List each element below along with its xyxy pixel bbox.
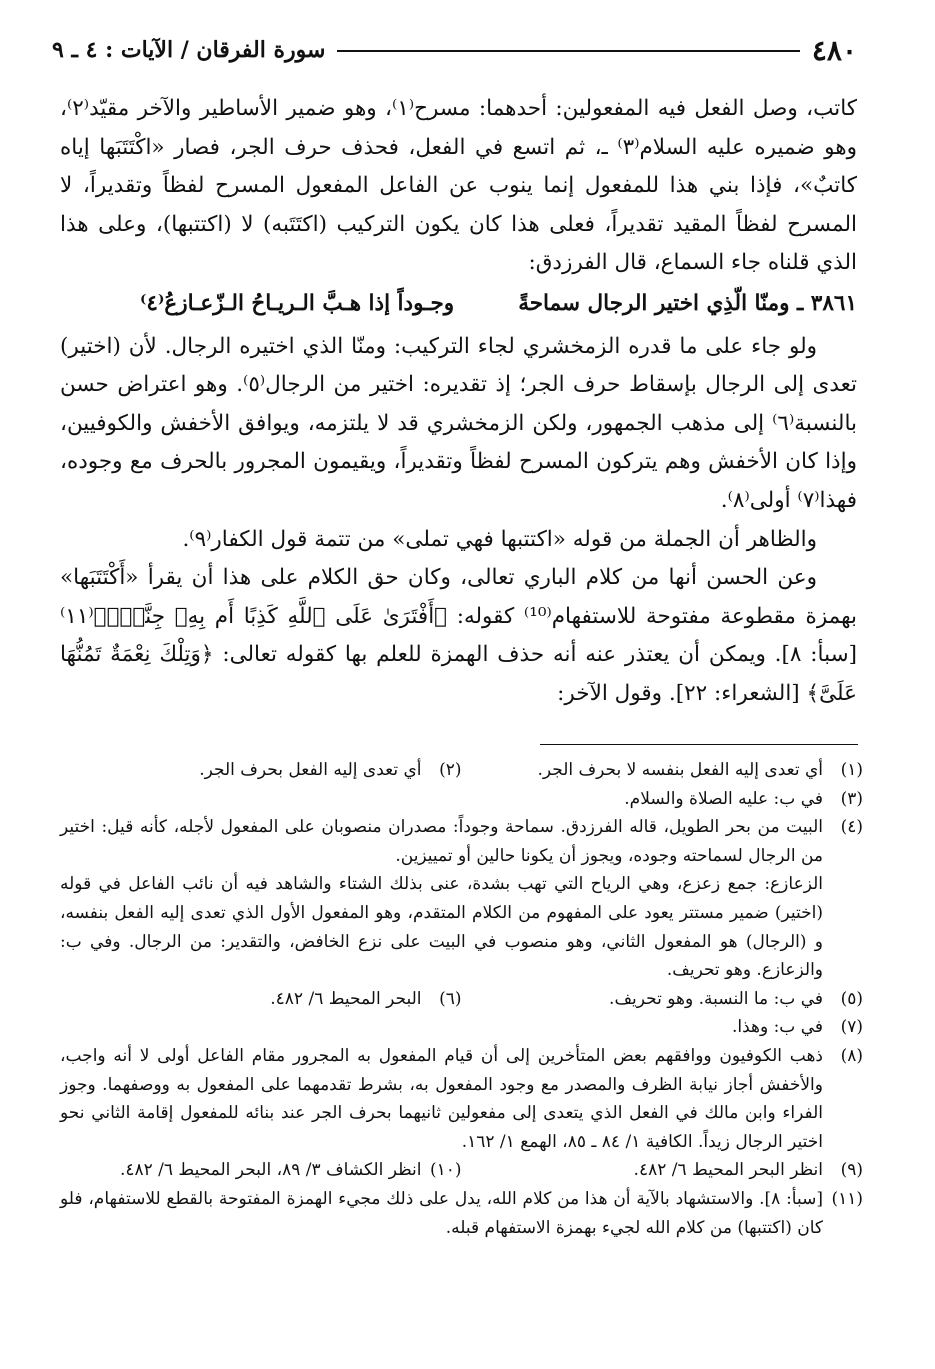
footnote-7 bbox=[60, 1013, 863, 1042]
paragraph-3: والظاهر أن الجملة من قوله «اكتتبها فهي تملى» من تتمة قول الكفار⁽٩⁾. bbox=[182, 526, 817, 552]
footnote-number: (٦) bbox=[439, 988, 462, 1009]
footnote-number: (٥) bbox=[840, 988, 863, 1009]
poem-first-half: ومنّا الّذِي اختير الرجال سماحةً bbox=[518, 290, 790, 316]
running-title: سورة الفرقان / الآيات : ٤ ـ ٩ bbox=[52, 37, 326, 63]
footnote-number: (١٠) bbox=[429, 1160, 462, 1181]
footnote-text: أي تعدى إليه الفعل بنفسه لا بحرف الجر. bbox=[537, 760, 823, 780]
footnote-number: (٨) bbox=[840, 1045, 863, 1066]
footnote-number: (١١) bbox=[831, 1188, 863, 1209]
footnote-number: (٧) bbox=[840, 1017, 863, 1038]
footnote-11 bbox=[60, 1185, 863, 1242]
paragraph-4: وعن الحسن أنها من كلام الباري تعالى، وكان حق الكلام على هذا أن يقرأ «أَكْتَتَبَها» بهمزة مقطوعة مفتوحة للاستفهام⁽¹⁰⁾ كقوله: ﴿أَفْتَرَىٰ عَلَى ٱللَّهِ كَذِبًا أَم بِهِۦ جِنَّةٌۢ﴾⁽١١⁾ [سبأ: ٨]. ويمكن أن يعتذر عنه أنه حذف الهمزة للعلم بها كقوله تعالى: ﴿وَتِلْكَ نِعْمَةٌ تَمُنُّهَا عَلَىَّ﴾ [الشعراء: ٢٢]. وقول الآخر: bbox=[60, 565, 858, 706]
paragraph-2: ولو جاء على ما قدره الزمخشري لجاء التركيب: ومنّا الذي اختيره الرجال. لأن (اختير) تعدى إلى الرجال بإسقاط حرف الجر؛ إذ تقديره: اختير من الرجال⁽٥⁾. وهو اعتراض حسن بالنسبة⁽٦⁾ إلى مذهب الجمهور، ولكن الزمخشري قد لا يلتزمه، ويوافق الأخفش والكوفيين، وإذا كان الأخفش وهم يتركون المسرح لفظاً وتقديراً، ويقيمون المجرور بالحرف مع وجوده، فهذا⁽٧⁾ أولى⁽٨⁾. bbox=[60, 333, 858, 513]
poem-verse bbox=[60, 285, 857, 324]
footnote-text: انظر البحر المحيط ٦/ ٤٨٢. bbox=[633, 1160, 823, 1181]
page-header bbox=[52, 30, 857, 70]
footnote-4-continued: الزعازع: جمع زعزع، وهي الرياح التي تهب بشدة، عنى بذلك الشتاء والشاهد فيه أن نائب الفاعل في قوله (اختير) ضمير مستتر يعود على المفهوم من الكلام المتقدم، وهو المفعول الأول الذي تعدى إليه الفعل بنفسه، و (الرجال) هو المفعول الثاني، وهو منصوب في البيت على نزع الخافض، والتقدير: من الرجال. وفي ب: والزعازع. وهو تحريف. bbox=[60, 874, 823, 981]
footnote-3 bbox=[60, 785, 863, 814]
footnote-number: (٤) bbox=[840, 817, 863, 838]
main-text bbox=[60, 90, 857, 714]
footnote-text: في ب: عليه الصلاة والسلام. bbox=[624, 788, 823, 809]
footnote-text: البيت من بحر الطويل، قاله الفرزدق. سماحة وجوداً: مصدران منصوبان على المفعول لأجله، كأنه قيل: اختير من الرجال لسماحته وجوده، ويجوز أن يكونا حالين أو تمييزين. bbox=[60, 817, 823, 866]
footnote-number: (٣) bbox=[840, 788, 863, 809]
footnote-6 bbox=[60, 985, 462, 1014]
footnote-row-9-10 bbox=[60, 1156, 863, 1185]
footnote-number: (١) bbox=[840, 760, 863, 780]
paragraph-1: كاتب، وصل الفعل فيه المفعولين: أحدهما: مسرح⁽١⁾، وهو ضمير الأساطير والآخر مقيّد⁽٢⁾، وهو ضميره عليه السلام⁽٣⁾ ـ، ثم اتسع في الفعل، فحذف حرف الجر، فصار «اكْتَتَبَها إياه كاتبٌ»، فإذا بني هذا للمفعول إنما ينوب عن الفاعل المفعول المسرح لفظاً وتقديراً، لا المسرح لفظاً المقيد تقديراً، فعلى هذا كان يكون التركيب (اكتَتَبه) لا (اكتتبها)، وعلى هذا الذي قلناه جاء السماع، قال الفرزدق: bbox=[60, 96, 857, 276]
footnote-8 bbox=[60, 1042, 863, 1156]
footnote-4 bbox=[60, 813, 863, 870]
footnote-1 bbox=[462, 756, 864, 785]
footnote-text: في ب: وهذا. bbox=[731, 1017, 823, 1038]
footnote-2 bbox=[60, 756, 462, 785]
footnote-5 bbox=[462, 985, 864, 1014]
poem-hemistich-1 bbox=[518, 285, 857, 324]
footnote-number: (٢) bbox=[439, 760, 462, 780]
footnote-text: انظر الكشاف ٣/ ٨٩، البحر المحيط ٦/ ٤٨٢. bbox=[119, 1160, 422, 1181]
header-rule bbox=[337, 49, 799, 52]
footnote-row-5-6 bbox=[60, 985, 863, 1014]
footnote-9 bbox=[462, 1156, 864, 1185]
footnote-text: البحر المحيط ٦/ ٤٨٢. bbox=[270, 988, 422, 1009]
footnote-separator bbox=[540, 744, 858, 745]
footnote-10 bbox=[60, 1156, 462, 1185]
footnote-text: أي تعدى إليه الفعل بحرف الجر. bbox=[199, 760, 422, 780]
footnote-text: [سبأ: ٨]. والاستشهاد بالآية أن هذا من كلام الله، يدل على ذلك مجيء الهمزة المفتوحة بالقطع للاستفهام، فلو كان (اكتتبها) من كلام الله لجيء بهمزة الاستفهام قبله. bbox=[60, 1188, 823, 1238]
footnote-text: ذهب الكوفيون ووافقهم بعض المتأخرين إلى أن قيام المفعول به المجرور مقام الفاعل أولى لا أنه واجب، والأخفش أجاز نيابة الظرف والمصدر مع وجود المفعول به، بشرط تقدمهما على المفعول به ووصفهما. وجوز الفراء وابن مالك في الفعل الذي يتعدى إلى مفعولين ثانيهما بحرف الجر عند بنائه للمفعول إقامة الثاني نحو اختير الرجال زيداً. الكافية ١/ ٨٤ ـ ٨٥، الهمع ١/ ١٦٢. bbox=[60, 1045, 823, 1152]
footnote-text: في ب: ما النسبة. وهو تحريف. bbox=[609, 988, 823, 1009]
page-number: ٤٨٠ bbox=[811, 33, 857, 67]
poem-second-half: وجـوداً إذا هـبَّ الـريـاحُ الـزّعـازعُ⁽٤⁾ bbox=[140, 290, 455, 316]
footnote-number: (٩) bbox=[840, 1160, 863, 1181]
poem-number: ٣٨٦١ ـ bbox=[797, 290, 857, 316]
footnote-row-1-2 bbox=[60, 756, 863, 785]
footnotes bbox=[60, 756, 863, 1242]
